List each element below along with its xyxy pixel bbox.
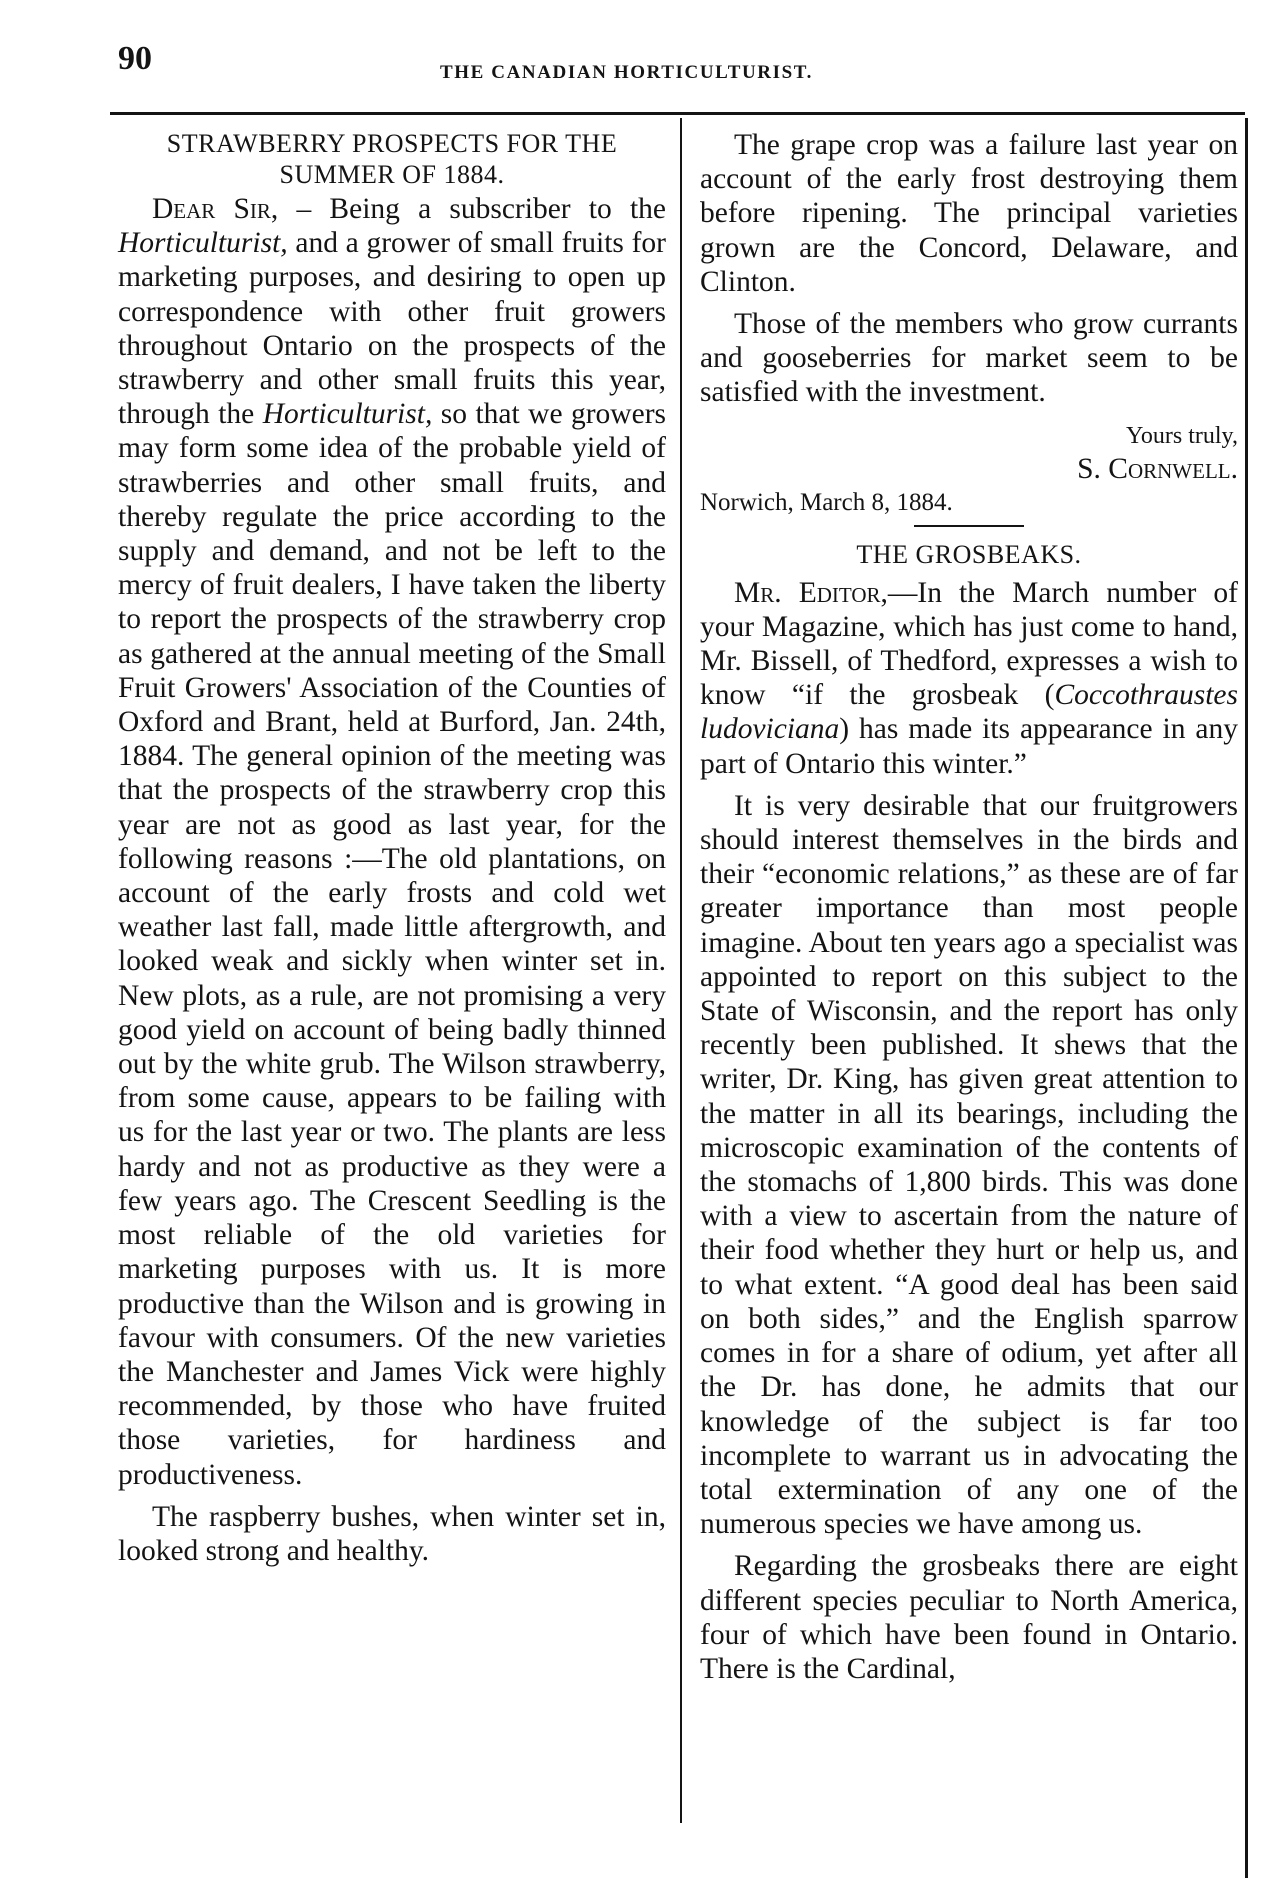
text-run: ) has made its appearance in any part of Ontario this winter.” (700, 713, 1238, 780)
text-run: – Being a subscriber to the (278, 193, 666, 225)
text-run: and a grower of small fruits for marketing purposes, and desiring to open up correspondence with other fruit growers throughout Ontario on the prospects of the strawberry and other small fruits this year, through the (118, 227, 666, 431)
text-run: so that we growers may form some idea of the probable yield of strawberries and other small fruits, and thereby regulate the price according to the supply and demand, and not be left to the mercy of fruit dealers, I have taken the liberty to report the prospects of the strawberry crop as gathered at the annual meeting of the Small Fruit Growers' Association of the Counties of Oxford and Brant, held at Burford, Jan. 24th, 1884. The general opinion of the meeting was that the prospects of the strawberry crop this year are not as good as last year, for the following reasons :—The old plantations, on account of the early frosts and cold wet weather last fall, made little aftergrowth, and looked weak and sickly when winter set in. New plots, as a rule, are not promising a very good yield on account of being badly thinned out by the white grub. The Wilson strawberry, from some cause, appears to be failing with us for the last year or two. The plants are less hardy and not as productive as they were a few years ago. The Crescent Seedling is the most reliable of the old varieties for marketing purposes with us. It is more productive than the Wilson and is growing in favour with consumers. Of the new varieties the Manchester and James Vick were highly recommended, by those who have fruited those varieties, for hardiness and productiveness. (118, 398, 667, 1491)
salutation: Dear Sir, (152, 193, 279, 225)
column-divider (680, 118, 682, 1823)
closing-text: Yours truly, (1125, 422, 1238, 449)
article-paragraph-3: The grape crop was a failure last year on account of the early frost destroying them before ripening. The principal varieties grown are the Concord, Delaware, and Clinton. (700, 129, 1238, 298)
left-column (118, 128, 666, 1576)
article-title-line-2: SUMMER OF 1884. (279, 160, 505, 189)
header-rule (110, 112, 1245, 115)
running-head: THE CANADIAN HORTICULTURIST. (440, 62, 814, 83)
article-separator (914, 525, 1024, 527)
article-paragraph-1 (118, 192, 666, 1492)
signature-text: S. Cornwell. (1077, 452, 1238, 485)
italic-title: Horticulturist, (118, 227, 288, 260)
article-title (118, 128, 666, 190)
grosbeaks-paragraph-3: Regarding the grosbeaks there are eight different species peculiar to North America, four of which have been found in Ontario. There is the Cardinal, (700, 1550, 1238, 1685)
article-paragraph-2: The raspberry bushes, when winter set in, looked strong and healthy. (118, 1500, 666, 1567)
article-title-line-1: STRAWBERRY PROSPECTS FOR THE (166, 129, 618, 158)
italic-title: Horticulturist, (262, 398, 433, 431)
text-run: —In the March number of your Magazine, which has just come to hand, Mr. Bissell, of Thedford, expresses a wish to know “if the grosbeak ( (700, 576, 1238, 712)
article-paragraph-4: Those of the members who grow currants and gooseberries for market seem to be satisfied with the investment. (700, 308, 1238, 409)
salutation: Mr. Editor, (734, 576, 888, 609)
signature (700, 453, 1238, 486)
grosbeaks-paragraph-1 (700, 576, 1238, 781)
grosbeaks-title: THE GROSBEAKS. (856, 539, 1082, 569)
place-date: Norwich, March 8, 1884. (700, 488, 953, 516)
closing (700, 418, 1238, 453)
right-column (700, 128, 1238, 1694)
page-number: 90 (118, 40, 152, 77)
page-edge-rule (1245, 118, 1248, 1878)
grosbeaks-paragraph-2: It is very desirable that our fruitgrowers should interest themselves in the birds and their “economic relations,” as these are of far greater importance than most people imagine. About ten years ago a specialist was appointed to report on this subject to the State of Wisconsin, and the report has only recently been published. It shews that the writer, Dr. King, has given great attention to the matter in all its bearings, including the microscopic examination of the contents of the stomachs of 1,800 birds. This was done with a view to ascertain from the nature of their food whether they hurt or help us, and to what extent. “A good deal has been said on both sides,” and the English sparrow comes in for a share of odium, yet after all the Dr. has done, he admits that our knowledge of the subject is far too incomplete to warrant us in advocating the total extermination of any one of the numerous species we have among us. (700, 789, 1238, 1541)
italic-species: Coccothraustes ludoviciana (700, 679, 1238, 746)
